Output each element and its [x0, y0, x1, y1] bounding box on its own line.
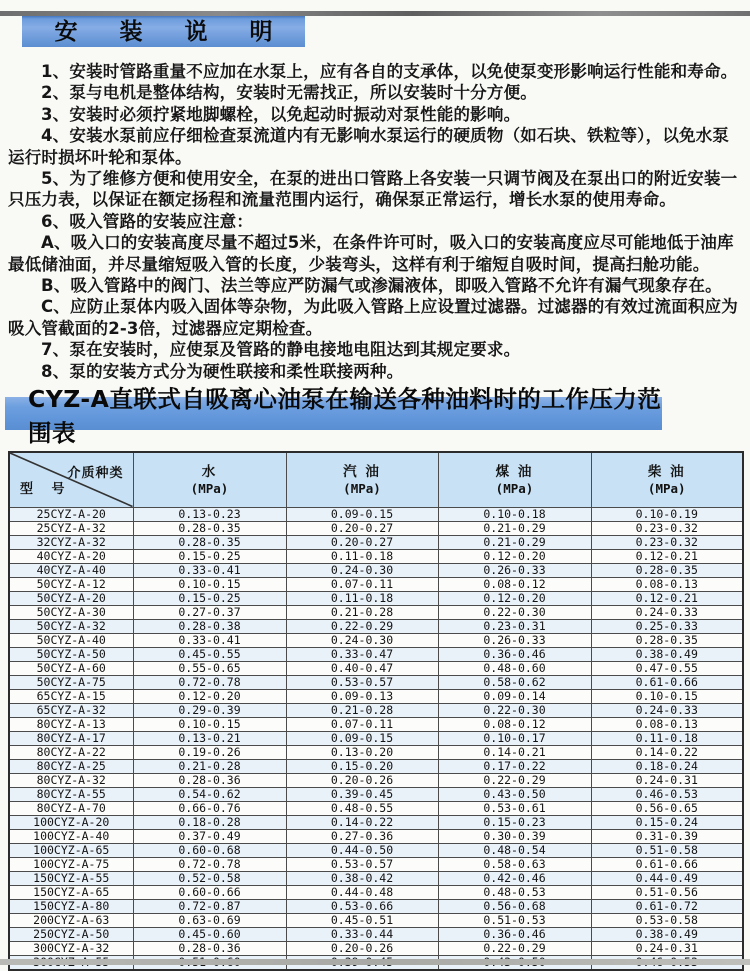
- pressure-value-cell: 0.24-0.33: [591, 703, 743, 717]
- pressure-value-cell: 0.51-0.56: [591, 885, 743, 899]
- model-cell: 150CYZ-A-80: [9, 899, 133, 913]
- pressure-value-cell: 0.53-0.61: [438, 801, 591, 815]
- pressure-value-cell: 0.31-0.39: [591, 829, 743, 843]
- model-cell: 100CYZ-A-65: [9, 843, 133, 857]
- pressure-value-cell: 0.53-0.57: [286, 857, 438, 871]
- model-cell: 25CYZ-A-20: [9, 507, 133, 521]
- pressure-value-cell: 0.33-0.44: [286, 927, 438, 941]
- column-label: 汽 油: [343, 464, 381, 481]
- pressure-value-cell: 0.18-0.28: [133, 815, 286, 829]
- pressure-value-cell: 0.33-0.47: [286, 647, 438, 661]
- table-row: [9, 563, 743, 577]
- corner-header-cell: [9, 452, 133, 507]
- pressure-value-cell: 0.53-0.58: [591, 913, 743, 927]
- pressure-value-cell: 0.24-0.33: [591, 605, 743, 619]
- instruction-paragraph: B、吸入管路中的阀门、法兰等应严防漏气或渗漏液体，即吸入管路不允许有漏气现象存在。: [41, 276, 722, 296]
- column-label: 煤 油: [495, 464, 534, 481]
- pressure-value-cell: 0.27-0.37: [133, 605, 286, 619]
- pressure-value-cell: 0.29-0.39: [133, 703, 286, 717]
- instruction-paragraph: 6、吸入管路的安装应注意：: [41, 211, 254, 231]
- pressure-value-cell: 0.21-0.29: [438, 521, 591, 535]
- model-cell: 32CYZ-A-32: [9, 535, 133, 549]
- table-row: [9, 535, 743, 549]
- pressure-value-cell: 0.61-0.66: [591, 857, 743, 871]
- table-row: [9, 689, 743, 703]
- model-cell: 100CYZ-A-20: [9, 815, 133, 829]
- pressure-value-cell: 0.44-0.49: [591, 871, 743, 885]
- pressure-value-cell: 0.09-0.15: [286, 731, 438, 745]
- table-row: [9, 731, 743, 745]
- instruction-paragraph: 8、泵的安装方式分为硬性联接和柔性联接两种。: [41, 361, 404, 381]
- pressure-value-cell: 0.10-0.15: [591, 689, 743, 703]
- table-row: [9, 717, 743, 731]
- pressure-value-cell: 0.42-0.46: [438, 871, 591, 885]
- pressure-value-cell: 0.47-0.55: [591, 661, 743, 675]
- pressure-value-cell: 0.55-0.65: [133, 661, 286, 675]
- pressure-value-cell: 0.08-0.13: [591, 577, 743, 591]
- instruction-paragraph: 5、为了维修方便和使用安全，在泵的进出口管路上各安装一只调节阀及在泵出口的附近安装一只压力表，以保证在额定扬程和流量范围内运行，确保泵正常运行，增长水泵的使用寿命。: [8, 169, 738, 210]
- column-header-water: [133, 452, 286, 507]
- pressure-value-cell: 0.15-0.20: [286, 759, 438, 773]
- pressure-value-cell: 0.12-0.20: [438, 549, 591, 563]
- column-header-diesel: [591, 452, 743, 507]
- pressure-value-cell: 0.08-0.12: [438, 717, 591, 731]
- pressure-value-cell: 0.53-0.57: [286, 675, 438, 689]
- pressure-value-cell: 0.45-0.60: [133, 927, 286, 941]
- pressure-value-cell: 0.23-0.32: [591, 535, 743, 549]
- pressure-value-cell: 0.28-0.35: [591, 633, 743, 647]
- pressure-value-cell: 0.66-0.76: [133, 801, 286, 815]
- section-title: 安 装 说 明: [54, 18, 290, 45]
- pressure-value-cell: 0.07-0.11: [286, 717, 438, 731]
- table-row: [9, 857, 743, 871]
- instruction-paragraph: 3、安装时必须拧紧地脚螺栓，以免起动时振动对泵性能的影响。: [41, 104, 521, 124]
- model-cell: 200CYZ-A-63: [9, 913, 133, 927]
- pressure-value-cell: 0.10-0.15: [133, 577, 286, 591]
- pressure-value-cell: 0.60-0.66: [133, 885, 286, 899]
- pressure-value-cell: 0.33-0.41: [133, 563, 286, 577]
- pressure-value-cell: 0.18-0.24: [591, 759, 743, 773]
- pressure-value-cell: 0.33-0.41: [133, 633, 286, 647]
- pressure-value-cell: 0.10-0.19: [591, 507, 743, 521]
- column-label: 柴 油: [647, 464, 686, 481]
- pressure-value-cell: 0.40-0.47: [286, 661, 438, 675]
- pressure-value-cell: 0.58-0.62: [438, 675, 591, 689]
- pressure-value-cell: 0.13-0.21: [133, 731, 286, 745]
- pressure-value-cell: 0.48-0.53: [438, 885, 591, 899]
- model-cell: 150CYZ-A-65: [9, 885, 133, 899]
- instruction-paragraph: 7、泵在安装时，应使泵及管路的静电接地电阻达到其规定要求。: [41, 340, 521, 360]
- model-cell: 50CYZ-A-40: [9, 633, 133, 647]
- pressure-value-cell: 0.72-0.78: [133, 675, 286, 689]
- pressure-value-cell: 0.58-0.63: [438, 857, 591, 871]
- pressure-value-cell: 0.14-0.22: [591, 745, 743, 759]
- corner-label-media-type: 介质种类: [67, 466, 124, 482]
- table-row: [9, 885, 743, 899]
- pressure-value-cell: 0.63-0.69: [133, 913, 286, 927]
- pressure-value-cell: 0.53-0.66: [286, 899, 438, 913]
- pressure-value-cell: 0.54-0.62: [133, 787, 286, 801]
- pressure-value-cell: 0.07-0.11: [286, 577, 438, 591]
- model-cell: 40CYZ-A-20: [9, 549, 133, 563]
- pressure-value-cell: 0.12-0.20: [438, 591, 591, 605]
- pressure-value-cell: 0.51-0.58: [591, 843, 743, 857]
- section-title-banner: [22, 11, 305, 47]
- model-cell: 50CYZ-A-60: [9, 661, 133, 675]
- column-header-kerosene: [438, 452, 591, 507]
- model-cell: 50CYZ-A-20: [9, 591, 133, 605]
- table-row: [9, 899, 743, 913]
- pressure-value-cell: 0.28-0.38: [133, 619, 286, 633]
- pressure-value-cell: 0.28-0.35: [591, 563, 743, 577]
- pressure-value-cell: 0.37-0.49: [133, 829, 286, 843]
- pressure-value-cell: 0.45-0.51: [286, 913, 438, 927]
- pressure-value-cell: 0.20-0.27: [286, 521, 438, 535]
- table-row: [9, 745, 743, 759]
- pressure-value-cell: 0.17-0.22: [438, 759, 591, 773]
- pressure-value-cell: 0.23-0.32: [591, 521, 743, 535]
- model-cell: 50CYZ-A-12: [9, 577, 133, 591]
- model-cell: 50CYZ-A-30: [9, 605, 133, 619]
- pressure-value-cell: 0.23-0.31: [438, 619, 591, 633]
- pressure-table-body: [9, 507, 743, 970]
- table-row: [9, 577, 743, 591]
- table-row: [9, 675, 743, 689]
- pressure-value-cell: 0.15-0.25: [133, 591, 286, 605]
- model-cell: 25CYZ-A-32: [9, 521, 133, 535]
- pressure-value-cell: 0.09-0.14: [438, 689, 591, 703]
- table-header-row: [9, 452, 743, 507]
- instruction-paragraph: A、吸入口的安装高度尽量不超过5米，在条件许可时，吸入口的安装高度应尽可能地低于油库最低储油面，并尽量缩短吸入管的长度，少装弯头，这样有利于缩短自吸时间，提高扫舱功能。: [8, 233, 734, 274]
- pressure-value-cell: 0.20-0.26: [286, 941, 438, 955]
- table-row: [9, 633, 743, 647]
- column-unit: (MPa): [343, 481, 381, 497]
- pressure-value-cell: 0.38-0.49: [591, 927, 743, 941]
- pressure-value-cell: 0.43-0.50: [438, 787, 591, 801]
- pressure-value-cell: 0.14-0.21: [438, 745, 591, 759]
- pressure-value-cell: 0.44-0.50: [286, 843, 438, 857]
- table-row: [9, 941, 743, 955]
- corner-label-model: 型 号: [20, 481, 72, 497]
- model-cell: 80CYZ-A-13: [9, 717, 133, 731]
- pressure-value-cell: 0.39-0.45: [286, 787, 438, 801]
- pressure-value-cell: 0.20-0.26: [286, 773, 438, 787]
- pressure-value-cell: 0.36-0.46: [438, 647, 591, 661]
- pressure-value-cell: 0.22-0.30: [438, 605, 591, 619]
- model-cell: 40CYZ-A-40: [9, 563, 133, 577]
- table-row: [9, 773, 743, 787]
- pressure-value-cell: 0.12-0.21: [591, 591, 743, 605]
- pressure-value-cell: 0.38-0.42: [286, 871, 438, 885]
- pressure-value-cell: 0.52-0.58: [133, 871, 286, 885]
- pressure-value-cell: 0.46-0.53: [591, 787, 743, 801]
- table-row: [9, 591, 743, 605]
- pressure-value-cell: 0.15-0.24: [591, 815, 743, 829]
- pressure-value-cell: 0.24-0.30: [286, 633, 438, 647]
- column-header-gasoline: [286, 452, 438, 507]
- pressure-value-cell: 0.36-0.46: [438, 927, 591, 941]
- model-cell: 50CYZ-A-50: [9, 647, 133, 661]
- scan-artifact-bottom: [0, 959, 750, 965]
- pressure-value-cell: 0.48-0.55: [286, 801, 438, 815]
- table-row: [9, 605, 743, 619]
- pressure-value-cell: 0.09-0.13: [286, 689, 438, 703]
- table-row: [9, 507, 743, 521]
- table-row: [9, 913, 743, 927]
- pressure-value-cell: 0.11-0.18: [286, 549, 438, 563]
- pressure-value-cell: 0.12-0.21: [591, 549, 743, 563]
- table-row: [9, 829, 743, 843]
- pressure-value-cell: 0.26-0.33: [438, 633, 591, 647]
- pressure-value-cell: 0.14-0.22: [286, 815, 438, 829]
- pressure-value-cell: 0.25-0.33: [591, 619, 743, 633]
- model-cell: 65CYZ-A-15: [9, 689, 133, 703]
- pressure-value-cell: 0.44-0.48: [286, 885, 438, 899]
- pressure-value-cell: 0.24-0.30: [286, 563, 438, 577]
- pressure-value-cell: 0.21-0.28: [286, 605, 438, 619]
- pressure-value-cell: 0.13-0.23: [133, 507, 286, 521]
- pressure-value-cell: 0.21-0.28: [286, 703, 438, 717]
- model-cell: 80CYZ-A-22: [9, 745, 133, 759]
- table-row: [9, 549, 743, 563]
- pressure-value-cell: 0.61-0.66: [591, 675, 743, 689]
- pressure-value-cell: 0.13-0.20: [286, 745, 438, 759]
- model-cell: 50CYZ-A-32: [9, 619, 133, 633]
- column-unit: (MPa): [647, 481, 686, 497]
- table-row: [9, 521, 743, 535]
- model-cell: 300CYZ-A-32: [9, 941, 133, 955]
- model-cell: 150CYZ-A-55: [9, 871, 133, 885]
- table-row: [9, 661, 743, 675]
- pressure-value-cell: 0.21-0.28: [133, 759, 286, 773]
- pressure-value-cell: 0.26-0.33: [438, 563, 591, 577]
- table-row: [9, 619, 743, 633]
- instructions-section: [8, 61, 744, 382]
- table-row: [9, 703, 743, 717]
- pressure-value-cell: 0.72-0.87: [133, 899, 286, 913]
- pressure-value-cell: 0.22-0.29: [286, 619, 438, 633]
- model-cell: 80CYZ-A-32: [9, 773, 133, 787]
- column-unit: (MPa): [190, 481, 229, 497]
- table-row: [9, 843, 743, 857]
- instruction-paragraph: 2、泵与电机是整体结构，安装时无需找正，所以安装时十分方便。: [41, 83, 537, 103]
- pressure-value-cell: 0.61-0.72: [591, 899, 743, 913]
- pressure-value-cell: 0.45-0.55: [133, 647, 286, 661]
- pressure-value-cell: 0.20-0.27: [286, 535, 438, 549]
- pressure-value-cell: 0.30-0.39: [438, 829, 591, 843]
- column-label: 水: [201, 464, 218, 481]
- pressure-value-cell: 0.10-0.15: [133, 717, 286, 731]
- pressure-value-cell: 0.28-0.35: [133, 521, 286, 535]
- pressure-value-cell: 0.15-0.25: [133, 549, 286, 563]
- pressure-value-cell: 0.48-0.60: [438, 661, 591, 675]
- pressure-value-cell: 0.28-0.36: [133, 773, 286, 787]
- pressure-value-cell: 0.27-0.36: [286, 829, 438, 843]
- pressure-value-cell: 0.22-0.29: [438, 773, 591, 787]
- pressure-value-cell: 0.48-0.54: [438, 843, 591, 857]
- scan-artifact-top: [0, 11, 750, 16]
- table-row: [9, 787, 743, 801]
- pressure-value-cell: 0.08-0.12: [438, 577, 591, 591]
- pressure-value-cell: 0.21-0.29: [438, 535, 591, 549]
- pressure-value-cell: 0.24-0.31: [591, 773, 743, 787]
- pressure-value-cell: 0.11-0.18: [286, 591, 438, 605]
- pressure-value-cell: 0.08-0.13: [591, 717, 743, 731]
- instruction-paragraph: 4、安装水泵前应仔细检查泵流道内有无影响水泵运行的硬质物（如石块、铁粒等），以免水泵运行时损坏叶轮和泵体。: [8, 126, 730, 167]
- column-unit: (MPa): [495, 481, 534, 497]
- table-row: [9, 871, 743, 885]
- pressure-value-cell: 0.24-0.31: [591, 941, 743, 955]
- pressure-value-cell: 0.38-0.49: [591, 647, 743, 661]
- pressure-value-cell: 0.11-0.18: [591, 731, 743, 745]
- pressure-value-cell: 0.22-0.30: [438, 703, 591, 717]
- pressure-range-table: [8, 451, 744, 971]
- table-title: CYZ-A直联式自吸离心油泵在输送各种油料时的工作压力范围表: [28, 384, 662, 447]
- pressure-value-cell: 0.51-0.53: [438, 913, 591, 927]
- pressure-value-cell: 0.56-0.65: [591, 801, 743, 815]
- pressure-value-cell: 0.56-0.68: [438, 899, 591, 913]
- pressure-value-cell: 0.10-0.18: [438, 507, 591, 521]
- pressure-value-cell: 0.19-0.26: [133, 745, 286, 759]
- pressure-value-cell: 0.12-0.20: [133, 689, 286, 703]
- pressure-value-cell: 0.09-0.15: [286, 507, 438, 521]
- pressure-value-cell: 0.22-0.29: [438, 941, 591, 955]
- instruction-paragraph: 1、安装时管路重量不应加在水泵上，应有各自的支承体，以免使泵变形影响运行性能和寿命。: [41, 62, 738, 81]
- model-cell: 80CYZ-A-55: [9, 787, 133, 801]
- model-cell: 80CYZ-A-70: [9, 801, 133, 815]
- pressure-value-cell: 0.28-0.35: [133, 535, 286, 549]
- model-cell: 100CYZ-A-75: [9, 857, 133, 871]
- table-row: [9, 759, 743, 773]
- pressure-value-cell: 0.72-0.78: [133, 857, 286, 871]
- model-cell: 250CYZ-A-50: [9, 927, 133, 941]
- table-row: [9, 647, 743, 661]
- pressure-value-cell: 0.10-0.17: [438, 731, 591, 745]
- model-cell: 100CYZ-A-40: [9, 829, 133, 843]
- table-row: [9, 927, 743, 941]
- model-cell: 80CYZ-A-17: [9, 731, 133, 745]
- table-row: [9, 815, 743, 829]
- instruction-paragraph: C、应防止泵体内吸入固体等杂物，为此吸入管路上应设置过滤器。过滤器的有效过流面积应为吸入管截面的2-3倍，过滤器应定期检查。: [8, 297, 739, 338]
- pressure-value-cell: 0.15-0.23: [438, 815, 591, 829]
- model-cell: 80CYZ-A-25: [9, 759, 133, 773]
- pressure-value-cell: 0.28-0.36: [133, 941, 286, 955]
- model-cell: 65CYZ-A-32: [9, 703, 133, 717]
- table-title-banner: [5, 384, 662, 447]
- model-cell: 50CYZ-A-75: [9, 675, 133, 689]
- table-row: [9, 801, 743, 815]
- pressure-value-cell: 0.60-0.68: [133, 843, 286, 857]
